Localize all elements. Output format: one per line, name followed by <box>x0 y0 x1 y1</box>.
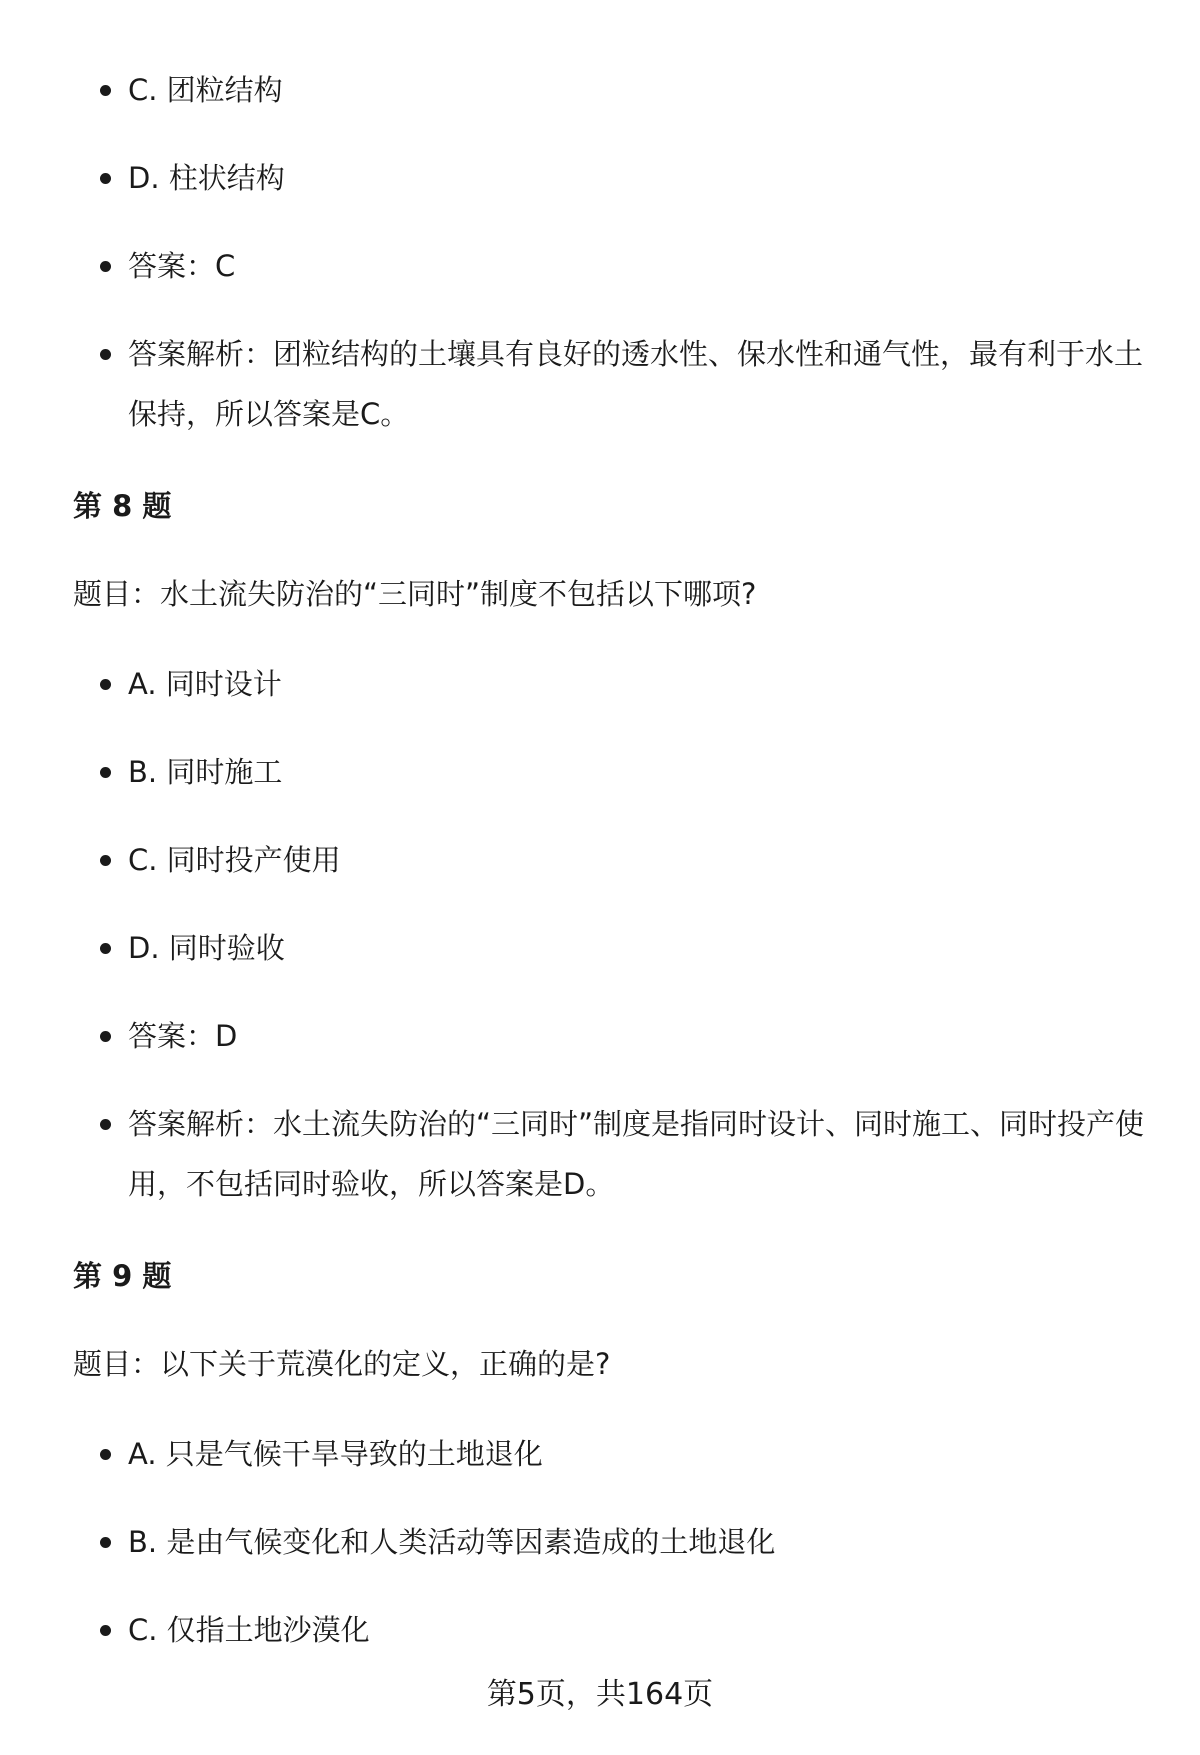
q7-option-d: D. 柱状结构 <box>128 148 1148 208</box>
q9-option-b: B. 是由气候变化和人类活动等因素造成的土地退化 <box>128 1512 1148 1572</box>
q9-heading: 第 9 题 <box>73 1259 172 1293</box>
q9-question: 题目：以下关于荒漠化的定义，正确的是? <box>73 1347 611 1381</box>
q8-explanation: 答案解析：水土流失防治的“三同时”制度是指同时设计、同时施工、同时投产使用，不包括同时验收，所以答案是D。 <box>128 1094 1148 1214</box>
q8-heading: 第 8 题 <box>73 489 172 523</box>
q8-option-a: A. 同时设计 <box>128 654 1148 714</box>
q8-question: 题目：水土流失防治的“三同时”制度不包括以下哪项? <box>73 577 757 611</box>
q8-option-c: C. 同时投产使用 <box>128 830 1148 890</box>
q8-option-d: D. 同时验收 <box>128 918 1148 978</box>
q8-option-b: B. 同时施工 <box>128 742 1148 802</box>
q9-option-a: A. 只是气候干旱导致的土地退化 <box>128 1424 1148 1484</box>
q8-answer: 答案：D <box>128 1006 1148 1066</box>
page-indicator: 第5页，共164页 <box>486 1677 714 1712</box>
q7-answer: 答案：C <box>128 236 1148 296</box>
q7-explanation: 答案解析：团粒结构的土壤具有良好的透水性、保水性和通气性，最有利于水土保持，所以答案是C。 <box>128 324 1148 444</box>
q7-option-c: C. 团粒结构 <box>128 60 1148 120</box>
q9-option-c: C. 仅指土地沙漠化 <box>128 1600 1148 1660</box>
